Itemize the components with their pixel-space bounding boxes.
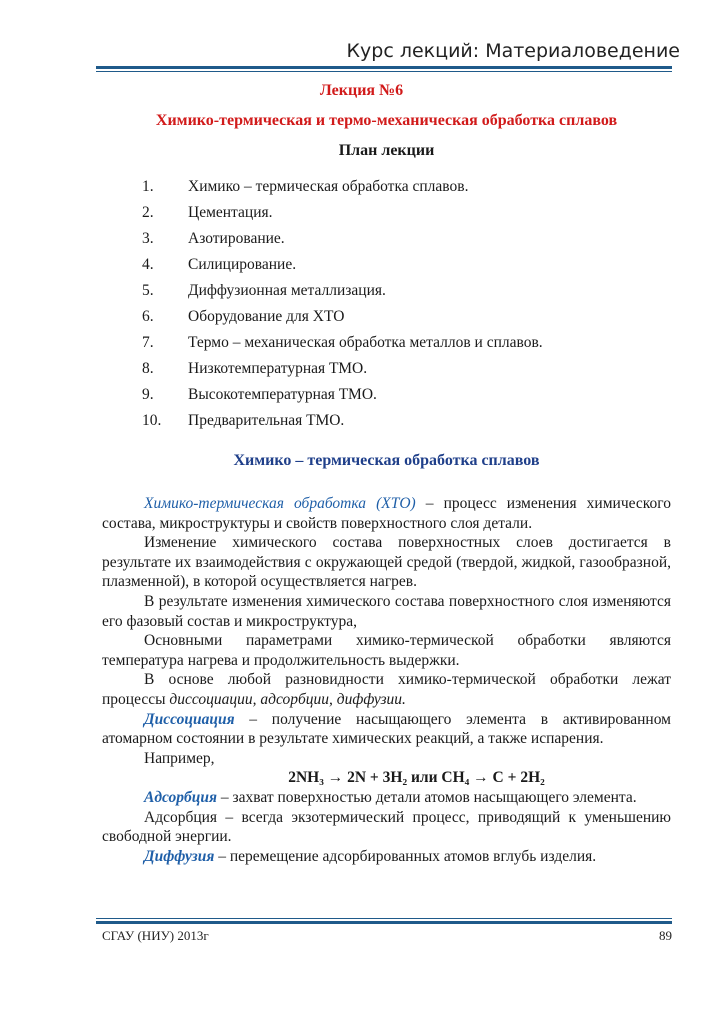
- list-item-number: 7.: [142, 334, 154, 351]
- list-item-text: Предварительная ТМО.: [188, 412, 345, 429]
- list-item: [142, 256, 662, 282]
- list-item-text: Высокотемпературная ТМО.: [188, 386, 377, 403]
- list-item: [142, 282, 662, 308]
- paragraph: [102, 710, 671, 749]
- paragraph: [102, 494, 671, 533]
- list-item-text: Цементация.: [188, 204, 273, 221]
- list-item-number: 9.: [142, 386, 154, 403]
- paragraph-text: – процесс изменения химического состава, микроструктуры и свойств поверхностного слоя детали.: [102, 495, 671, 532]
- list-item-number: 3.: [142, 230, 154, 247]
- footer-rule-thick: [96, 921, 672, 924]
- paragraph: Например,: [144, 749, 215, 767]
- list-item-number: 8.: [142, 360, 154, 377]
- page-number: 89: [659, 928, 672, 943]
- list-item: [142, 308, 662, 334]
- list-item: [142, 178, 662, 204]
- paragraph-text: – захват поверхностью детали атомов насыщающего элемента.: [216, 788, 637, 806]
- paragraph: [102, 847, 671, 867]
- list-item-number: 1.: [142, 178, 154, 195]
- list-item: [142, 412, 662, 438]
- list-item-text: Термо – механическая обработка металлов и сплавов.: [188, 334, 543, 351]
- paragraph: [102, 788, 671, 808]
- footer-org: СГАУ (НИУ) 2013г: [102, 928, 209, 943]
- paragraph-text: – получение насыщающего элемента в активированном атомарном состоянии в результате химических реакций, а также испарения.: [102, 710, 671, 748]
- header-rule-thick: [96, 66, 672, 69]
- list-item-number: 2.: [142, 204, 154, 221]
- paragraph: Основными параметрами химико-термической обработки являются температура нагрева и продолжительность выдержки.: [102, 632, 671, 669]
- list-item: [142, 334, 662, 360]
- list-item-number: 10.: [142, 412, 162, 429]
- lecture-title: Химико-термическая и термо-механическая обработка сплавов: [155, 112, 618, 129]
- list-item: [142, 360, 662, 386]
- list-item-text: Силицирование.: [188, 256, 297, 273]
- term-dissociation: Диссоциация: [144, 710, 235, 728]
- list-item-text: Оборудование для ХТО: [188, 308, 345, 325]
- header-rule-thin: [96, 71, 672, 72]
- term-diffusion: Диффузия: [144, 847, 215, 865]
- list-item: [142, 204, 662, 230]
- plan-list: [142, 178, 662, 438]
- list-item-text: Азотирование.: [188, 230, 285, 247]
- section-title: Химико – термическая обработка сплавов: [233, 452, 540, 469]
- formula: 2NH₃ → 2N + 3H₂ или CH₄ → C + 2H₂: [288, 769, 545, 787]
- term-adsorption: Адсорбция: [144, 788, 217, 806]
- paragraph: Изменение химического состава поверхностных слоев достигается в результате их взаимодействия с окружающей средой (твердой, жидкой, газообразной, плазменной), в которой осуществляется нагрев.: [102, 534, 671, 591]
- list-item: [142, 230, 662, 256]
- paragraph-text: – перемещение адсорбированных атомов вглубь изделия.: [214, 847, 597, 865]
- list-item-number: 5.: [142, 282, 154, 299]
- footer-rule-thin: [96, 918, 672, 919]
- page-header-title: Курс лекций: Материаловедение: [346, 40, 680, 62]
- lecture-number: Лекция №6: [319, 82, 404, 99]
- list-item-text: Диффузионная металлизация.: [188, 282, 386, 299]
- paragraph-text: В основе любой разновидности химико-термической обработки лежат процессы: [102, 671, 671, 708]
- term-hto: Химико-термическая обработка (ХТО): [144, 495, 416, 512]
- paragraph: Адсорбция – всегда экзотермический процесс, приводящий к уменьшению свободной энергии.: [102, 808, 671, 846]
- list-item-number: 6.: [142, 308, 154, 325]
- plan-title: План лекции: [338, 142, 435, 159]
- body-text: [102, 494, 671, 866]
- paragraph-italic: диссоциации, адсорбции, диффузии.: [169, 690, 406, 708]
- paragraph: [102, 670, 671, 709]
- paragraph: В результате изменения химического состава поверхностного слоя изменяются его фазовый состав и микроструктура,: [102, 592, 671, 630]
- list-item: [142, 386, 662, 412]
- list-item-text: Низкотемпературная ТМО.: [188, 360, 368, 377]
- list-item-text: Химико – термическая обработка сплавов.: [188, 178, 469, 195]
- list-item-number: 4.: [142, 256, 154, 273]
